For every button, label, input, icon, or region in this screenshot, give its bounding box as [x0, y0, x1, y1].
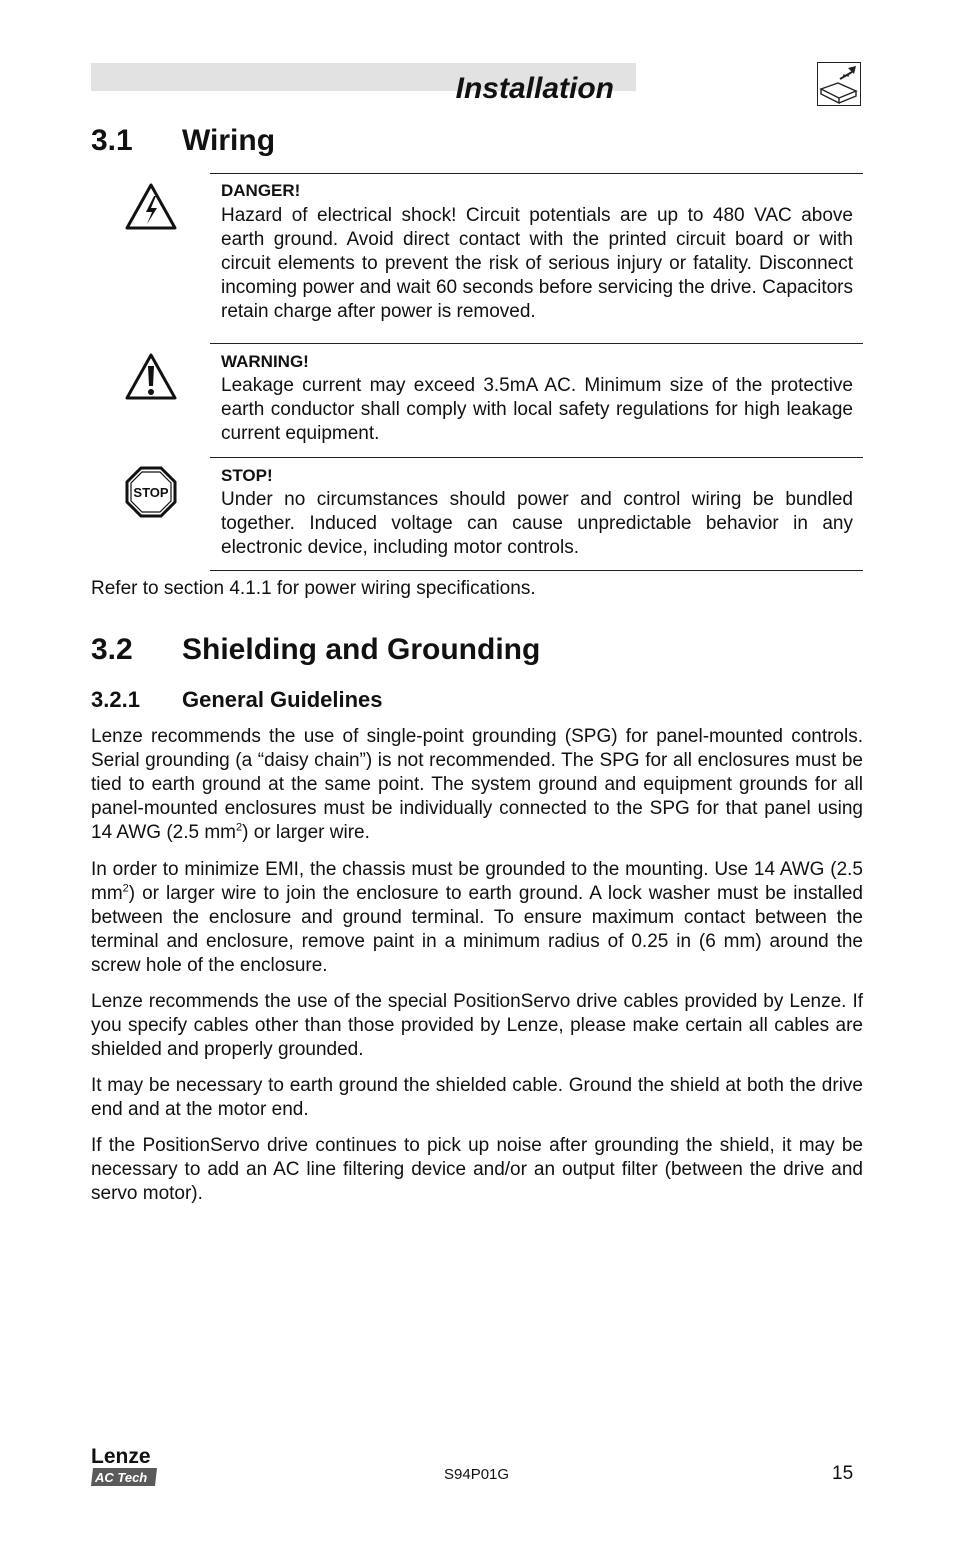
electric-hazard-icon: [124, 182, 178, 237]
superscript: 2: [122, 882, 129, 895]
stop-body: Under no circumstances should power and control wiring be bundled together. Induced voltage can cause unpredictable behavior in any electronic device, including motor controls.: [221, 489, 853, 558]
paragraph-cables: Lenze recommends the use of the special PositionServo drive cables provided by Lenze. If you specify cables other than those provided by Lenze, please make certain all cables are shielded and properly grounded.: [91, 991, 863, 1060]
section-3-1-heading: [91, 124, 863, 164]
stop-icon-label: STOP: [133, 485, 169, 500]
paragraph-shield: It may be necessary to earth ground the shielded cable. Ground the shield at both the drive end and at the motor end.: [91, 1075, 863, 1120]
warning-body: Leakage current may exceed 3.5mA AC. Minimum size of the protective earth conductor shall comply with local safety regulations for high leakage current equipment.: [221, 375, 853, 444]
section-number: 3.2: [91, 633, 133, 666]
notice-divider: [210, 173, 863, 174]
stop-title: STOP!: [221, 466, 273, 485]
paragraph-text: ) or larger wire to join the enclosure to earth ground. A lock washer must be installed between the enclosure and ground terminal. To ensure maximum contact between the terminal and enclosure, remove paint in a minimum radius of 0.25 in (6 mm) around the screw hole of the enclosure.: [91, 883, 863, 976]
stop-icon: [125, 466, 177, 523]
logo-subtext: AC Tech: [95, 1470, 148, 1485]
notice-divider: [210, 343, 863, 344]
danger-title: DANGER!: [221, 181, 301, 200]
logo-text: Lenze: [91, 1445, 151, 1468]
page-header-title: Installation: [455, 72, 614, 105]
paragraph-text: In order to minimize EMI, the chassis must be grounded to the mounting. Use 14 AWG (2.5 mm: [91, 859, 863, 904]
notice-divider: [210, 570, 863, 571]
paragraph-noise: If the PositionServo drive continues to pick up noise after grounding the shield, it may be necessary to add an AC line filtering device and/or an output filter (between the drive and servo motor).: [91, 1135, 863, 1204]
section-title: General Guidelines: [182, 687, 383, 712]
paragraph-spg: [91, 725, 863, 845]
refer-paragraph: Refer to section 4.1.1 for power wiring specifications.: [91, 578, 536, 599]
page-number: 15: [832, 1463, 854, 1484]
section-3-2-heading: [91, 633, 863, 673]
section-number: 3.2.1: [91, 687, 140, 712]
warning-icon: [124, 352, 178, 407]
document-code: S94P01G: [444, 1466, 510, 1483]
section-3-2-1-heading: [91, 687, 863, 717]
section-title: Shielding and Grounding: [182, 633, 541, 666]
danger-body: Hazard of electrical shock! Circuit potentials are up to 480 VAC above earth ground. Avoid direct contact with the printed circuit board or with circuit elements to prevent the risk of serious injury or fatality. Disconnect incoming power and wait 60 seconds before servicing the drive. Capacitors retain charge after power is removed.: [221, 205, 853, 322]
section-title: Wiring: [182, 124, 276, 157]
installation-icon: [817, 62, 861, 106]
warning-title: WARNING!: [221, 352, 309, 371]
lenze-ac-tech-logo: [91, 1444, 159, 1488]
paragraph-text: ) or larger wire.: [242, 822, 370, 843]
paragraph-emi: [91, 858, 863, 978]
notice-divider: [210, 457, 863, 458]
superscript: 2: [236, 821, 243, 834]
paragraph-text: Lenze recommends the use of single-point grounding (SPG) for panel-mounted controls. Serial grounding (a “daisy chain”) is not recommended. The SPG for all enclosures must be tied to earth ground at the same point. The system ground and equipment grounds for all panel-mounted enclosures must be individually connected to the SPG for that panel using 14 AWG (2.5 mm: [91, 726, 863, 843]
section-number: 3.1: [91, 124, 133, 157]
